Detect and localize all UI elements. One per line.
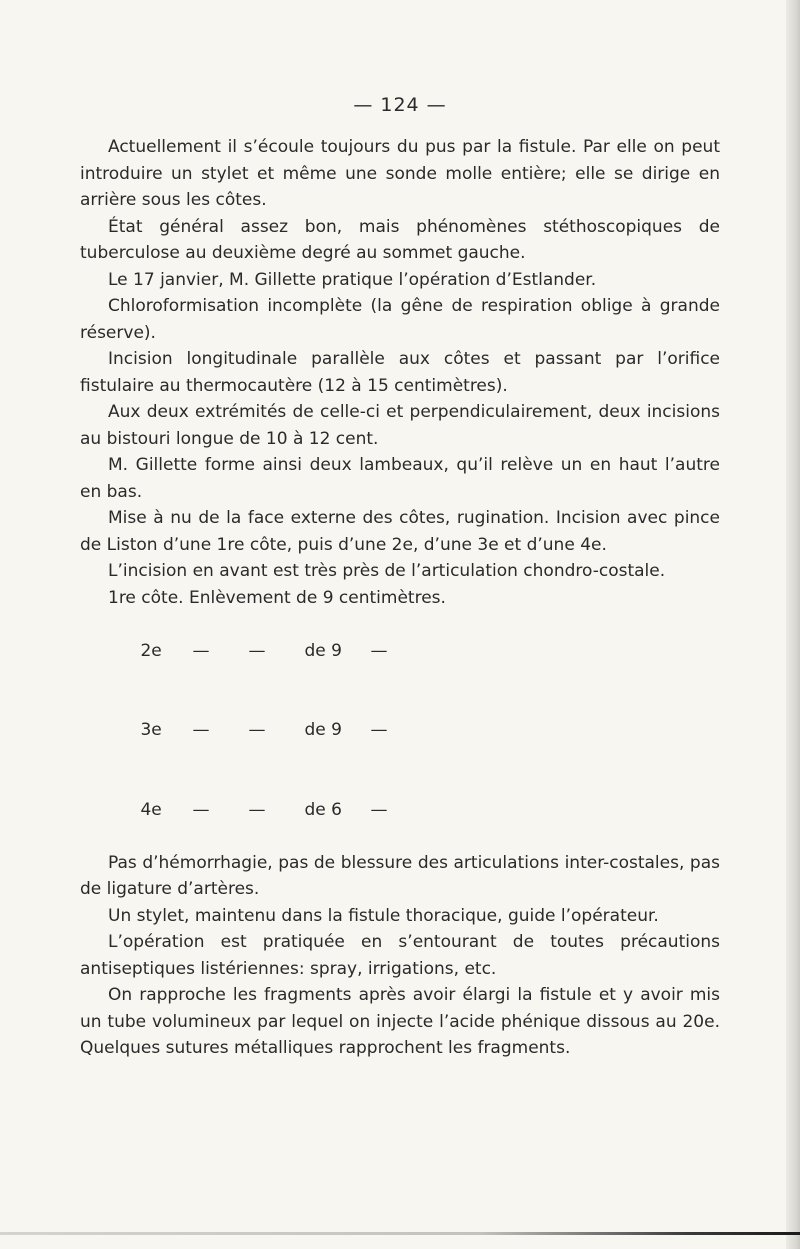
length-value: de 9 xyxy=(304,720,342,740)
body-text xyxy=(80,134,720,1062)
paragraph: M. Gillette forme ainsi deux lambeaux, qu’il relève un en haut l’autre en bas. xyxy=(80,455,720,502)
resection-row xyxy=(80,611,720,691)
paragraph: Mise à nu de la face externe des côtes, rugination. Incision avec pince de Liston d’une 1re côte, puis d’une 2e, d’une 3e et d’une 4e. xyxy=(80,508,720,555)
ditto-mark: — xyxy=(192,799,210,820)
ditto-mark: — xyxy=(248,640,266,661)
rib-ordinal: 4e xyxy=(140,799,162,820)
paragraph: Aux deux extrémités de celle-ci et perpendiculairement, deux incisions au bistouri longue de 10 à 12 cent. xyxy=(80,402,720,449)
ditto-mark: — xyxy=(192,720,210,740)
paragraph: Le 17 janvier, M. Gillette pratique l’opération d’Estlander. xyxy=(108,269,597,290)
ditto-mark: — xyxy=(370,720,388,740)
ditto-mark: — xyxy=(248,720,266,740)
ditto-mark: — xyxy=(370,640,388,661)
paragraph: Pas d’hémorrhagie, pas de blessure des articulations inter-costales, pas de ligature d’artères. xyxy=(80,852,720,899)
paragraph: Un stylet, maintenu dans la fistule thoracique, guide l’opérateur. xyxy=(108,905,659,926)
resection-row xyxy=(80,770,720,850)
paragraph: Incision longitudinale parallèle aux côtes et passant par l’orifice fistulaire au thermocautère (12 à 15 centimètres). xyxy=(80,349,720,396)
rib-ordinal: 2e xyxy=(140,640,162,661)
resection-row xyxy=(80,691,720,771)
length-value: de 9 xyxy=(304,640,342,661)
length-value: de 6 xyxy=(304,799,342,820)
paragraph: L’opération est pratiquée en s’entourant de toutes précautions antiseptiques listériennes: spray, irrigations, etc. xyxy=(80,932,720,979)
paragraph: Chloroformisation incomplète (la gêne de respiration oblige à grande réserve). xyxy=(80,296,720,343)
bottom-rule xyxy=(0,1232,800,1235)
rib-ordinal: 3e xyxy=(140,720,162,740)
page-edge-shadow xyxy=(786,0,800,1249)
paragraph: On rapproche les fragments après avoir élargi la fistule et y avoir mis un tube volumineux par lequel on injecte l’acide phénique dissous au 20e. Quelques sutures métalliques rapprochent les fragments. xyxy=(80,985,720,1058)
page-number: — 124 — xyxy=(353,94,447,116)
ditto-mark: — xyxy=(192,640,210,661)
ditto-mark: — xyxy=(370,799,388,820)
paragraph: Actuellement il s’écoule toujours du pus par la fistule. Par elle on peut introduire un stylet et même une sonde molle entière; elle se dirige en arrière sous les côtes. xyxy=(80,137,720,210)
paragraph: État général assez bon, mais phénomènes stéthoscopiques de tuberculose au deuxième degré au sommet gauche. xyxy=(80,216,720,263)
resection-first-rib: 1re côte. Enlèvement de 9 centimètres. xyxy=(108,587,446,608)
paragraph: L’incision en avant est très près de l’articulation chondro-costale. xyxy=(108,561,666,581)
ditto-mark: — xyxy=(248,799,266,820)
